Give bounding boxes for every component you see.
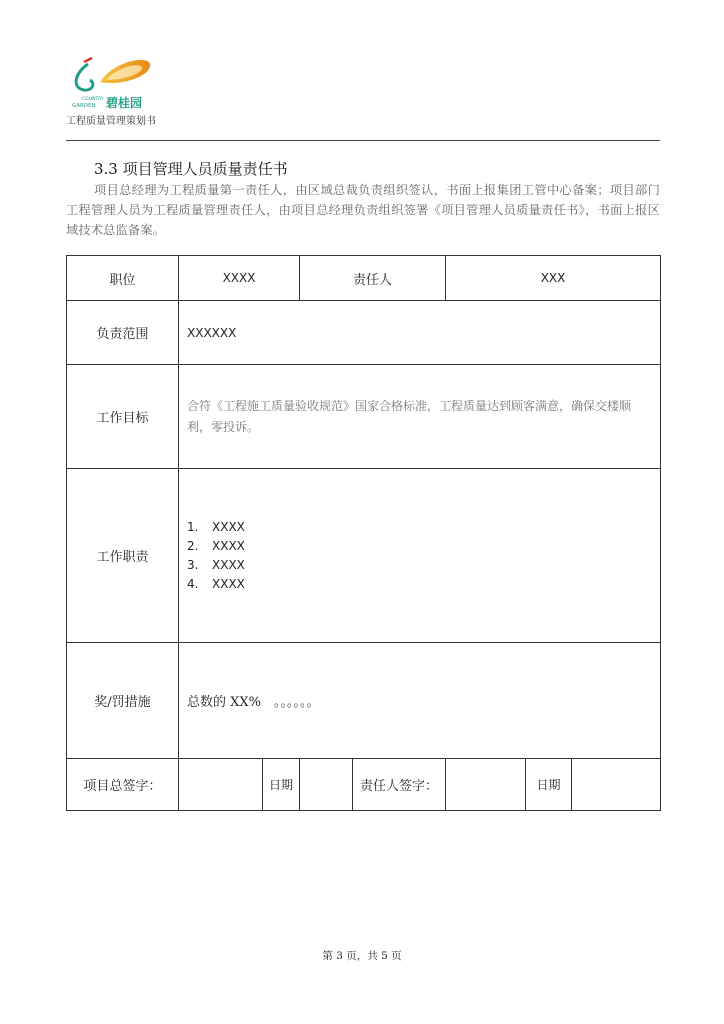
position-value: XXXX xyxy=(179,256,300,301)
reward-row xyxy=(67,643,661,759)
header-divider xyxy=(66,140,660,141)
page-number: 第 3 页，共 5 页 xyxy=(322,950,402,962)
logo-en-bottom: GARDEN xyxy=(72,103,96,109)
goal-text: 合符《工程施工质量验收规范》国家合格标准，工程质量达到顾客满意，确保交楼顺利，零投诉。 xyxy=(187,399,632,434)
gm-sign-field[interactable] xyxy=(179,759,263,811)
gm-sign-label: 项目总签字： xyxy=(67,759,179,811)
intro-paragraph: 项目总经理为工程质量第一责任人，由区域总裁负责组织签认，书面上报集团工管中心备案；项目部门工程管理人员为工程质量管理责任人，由项目总经理负责组织签署《项目管理人员质量责任书》，书面上报区域技术总监备案。 xyxy=(66,183,660,237)
duties-row xyxy=(67,469,661,643)
person-label: 责任人 xyxy=(300,256,446,301)
header-caption: 工程质量管理策划书 xyxy=(66,116,156,127)
position-label: 职位 xyxy=(67,256,179,301)
list-item: 2. XXXX xyxy=(187,538,245,553)
duties-cell xyxy=(179,469,661,643)
reward-label: 奖/罚措施 xyxy=(67,643,179,759)
logo-cn: 碧桂园 xyxy=(106,96,143,110)
person-value: XXX xyxy=(446,256,661,301)
duties-label: 工作职责 xyxy=(67,469,179,643)
scope-label: 负责范围 xyxy=(67,301,179,365)
person-sign-label: 责任人签字： xyxy=(353,759,446,811)
section-title: 3.3 项目管理人员质量责任书 xyxy=(94,160,288,178)
responsibility-table xyxy=(66,255,661,811)
date-label-1: 日期 xyxy=(263,759,300,811)
logo-swoosh-icon xyxy=(66,56,162,112)
scope-value: XXXXXX xyxy=(179,301,661,365)
goal-label: 工作目标 xyxy=(67,365,179,469)
person-sign-field[interactable] xyxy=(446,759,526,811)
date-field-2[interactable] xyxy=(572,759,661,811)
company-logo xyxy=(66,56,162,112)
goal-value xyxy=(179,365,661,469)
scope-row xyxy=(67,301,661,365)
position-row xyxy=(67,256,661,301)
signature-row xyxy=(67,759,661,811)
reward-value: 总数的 XX% 。。。。。。 xyxy=(179,643,661,759)
list-item: 4. XXXX xyxy=(187,576,245,591)
duties-list xyxy=(179,518,660,594)
goal-row xyxy=(67,365,661,469)
list-item: 3. XXXX xyxy=(187,557,245,572)
list-item: 1. XXXX xyxy=(187,519,245,534)
logo-en-top: COUNTRY xyxy=(82,97,104,102)
date-label-2: 日期 xyxy=(526,759,572,811)
date-field-1[interactable] xyxy=(300,759,353,811)
